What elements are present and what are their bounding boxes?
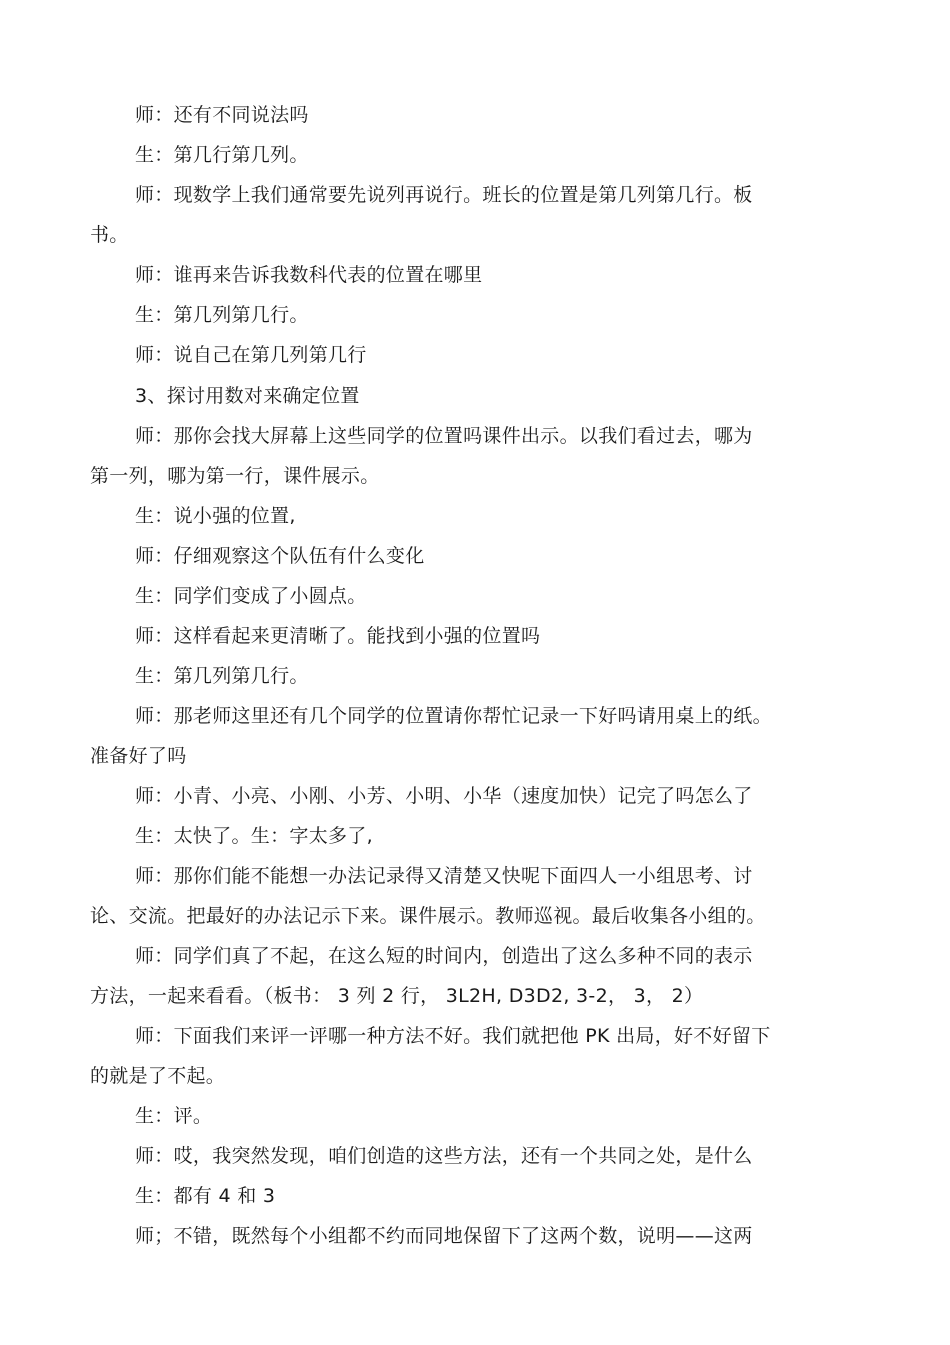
text-line: 方法，一起来看看。（板书： 3 列 2 行， 3L2H, D3D2, 3-2， 3， 2） <box>90 985 704 1007</box>
text-line: 师：哎，我突然发现，咱们创造的这些方法，还有一个共同之处，是什么 <box>135 1145 753 1167</box>
text-line: 师：那你会找大屏幕上这些同学的位置吗课件出示。以我们看过去，哪为 <box>135 425 753 447</box>
text-line: 生：第几行第几列。 <box>135 144 309 166</box>
text-line: 师：说自己在第几列第几行 <box>135 344 367 366</box>
text-line: 师：现数学上我们通常要先说列再说行。班长的位置是第几列第几行。板 <box>135 184 753 206</box>
section-heading: 3、探讨用数对来确定位置 <box>135 385 360 407</box>
text-line: 师：小青、小亮、小刚、小芳、小明、小华（速度加快）记完了吗怎么了 <box>135 785 753 807</box>
text-line: 论、交流。把最好的办法记示下来。课件展示。教师巡视。最后收集各小组的。 <box>90 905 766 927</box>
text-line: 师：那老师这里还有几个同学的位置请你帮忙记录一下好吗请用桌上的纸。 <box>135 705 772 727</box>
text-line: 师：谁再来告诉我数科代表的位置在哪里 <box>135 264 483 286</box>
text-line: 师：同学们真了不起，在这么短的时间内，创造出了这么多种不同的表示 <box>135 945 753 967</box>
text-line: 师：那你们能不能想一办法记录得又清楚又快呢下面四人一小组思考、讨 <box>135 865 753 887</box>
text-line: 师：还有不同说法吗 <box>135 104 309 126</box>
text-line: 准备好了吗 <box>90 745 187 767</box>
text-line: 生：评。 <box>135 1105 213 1127</box>
text-line: 生：第几列第几行。 <box>135 665 309 687</box>
text-line: 生：同学们变成了小圆点。 <box>135 585 367 607</box>
text-line: 生：都有 4 和 3 <box>135 1185 276 1207</box>
text-line: 师；不错，既然每个小组都不约而同地保留下了这两个数，说明——这两 <box>135 1225 753 1247</box>
text-line: 生：第几列第几行。 <box>135 304 309 326</box>
text-line: 书。 <box>90 224 129 246</box>
text-line: 的就是了不起。 <box>90 1065 226 1087</box>
text-line: 生：说小强的位置, <box>135 505 296 527</box>
text-line: 师：这样看起来更清晰了。能找到小强的位置吗 <box>135 625 541 647</box>
text-line: 师：下面我们来评一评哪一种方法不好。我们就把他 PK 出局，好不好留下 <box>135 1025 771 1047</box>
text-line: 第一列，哪为第一行，课件展示。 <box>90 465 380 487</box>
text-line: 生：太快了。生：字太多了, <box>135 825 373 847</box>
text-line: 师：仔细观察这个队伍有什么变化 <box>135 545 425 567</box>
